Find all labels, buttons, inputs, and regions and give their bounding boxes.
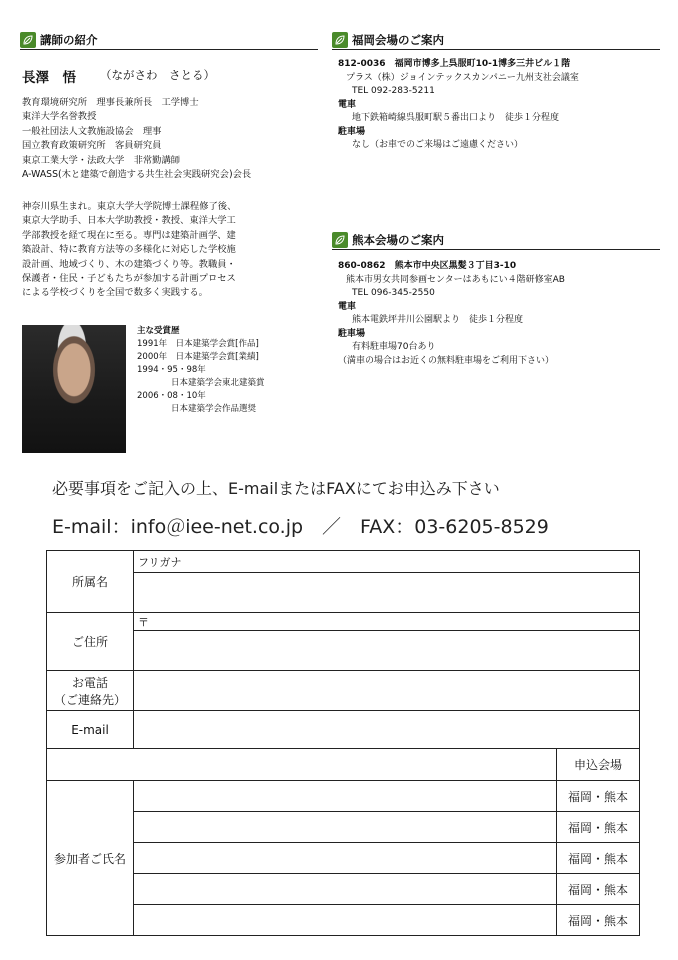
application-form [46,550,640,936]
award-line: 1994・95・98年 [137,365,206,375]
kumamoto-parking-note: （満車の場合はお近くの無料駐車場をご利用下さい） [338,355,555,366]
award-line: 2000年 日本建築学会賞[業績] [137,352,259,362]
leaf-icon [332,232,348,248]
title-line: 国立教育政策研究所 客員研究員 [22,140,162,152]
phone-label [47,671,134,711]
venue-choice[interactable]: 福岡・熊本 [557,905,640,936]
title-line: A-WASS(木と建築で創造する共生社会実践研究会)会長 [22,169,252,181]
participant-name-field[interactable] [134,874,557,905]
instructor-section-header [20,28,318,50]
affiliation-label: 所属名 [47,551,134,613]
title-line: 東洋大学名誉教授 [22,111,97,123]
award-line: 日本建築学会東北建築賞 [137,378,265,388]
furigana-label: フリガナ [138,555,182,569]
bio-line: 築設計、特に教育方法等の多様化に対応した学校施 [22,244,236,256]
participant-name-field[interactable] [134,843,557,874]
instructor-name: 長澤 悟 [22,70,76,86]
kumamoto-address: 860-0862 熊本市中央区黒髪３丁目3-10 [338,261,517,271]
kumamoto-heading: 熊本会場のご案内 [352,233,444,247]
award-line: 2006・08・10年 [137,391,206,401]
participant-name-field[interactable] [134,812,557,843]
fukuoka-info [338,58,668,153]
kumamoto-train-label: 電車 [338,301,357,312]
title-line: 東京工業大学・法政大学 非常勤講師 [22,154,181,166]
fukuoka-parking: なし（お車でのご来場はご遠慮ください） [352,140,524,150]
fukuoka-venue: プラス（株）ジョインテックスカンパニー九州支社会議室 [346,72,579,83]
postal-field[interactable] [134,613,640,631]
leaf-icon [20,32,36,48]
instructor-photo [22,325,126,453]
bio-line: 学部教授を経て現在に至る。専門は建築計画学、建 [22,229,236,241]
affiliation-field[interactable] [134,573,640,613]
instructor-bio [22,200,322,301]
venue-choice[interactable]: 福岡・熊本 [557,781,640,812]
address-label: ご住所 [47,613,134,671]
kumamoto-train: 熊本電鉄坪井川公園駅より 徒歩１分程度 [352,315,524,325]
fukuoka-heading: 福岡会場のご案内 [352,33,444,47]
bio-line: による学校づくりを全国で数多く実践する。 [22,287,208,299]
leaf-icon [332,32,348,48]
email-label: E-mail [47,711,134,749]
fukuoka-train: 地下鉄箱崎線呉服町駅５番出口より 徒歩１分程度 [352,113,560,123]
fukuoka-train-label: 電車 [338,99,357,110]
bio-line: 東京大学助手、日本大学助教授・教授、東洋大学工 [22,215,236,227]
venue-choice[interactable]: 福岡・熊本 [557,843,640,874]
fukuoka-parking-label: 駐車場 [338,126,366,137]
instructor-titles [22,96,322,182]
instructor-heading: 講師の紹介 [40,33,98,47]
fukuoka-address: 812-0036 福岡市博多上呉服町10-1博多三井ビル１階 [338,59,571,69]
participant-name-field[interactable] [134,781,557,812]
awards-list [137,325,337,416]
fukuoka-tel: TEL 092-283-5211 [352,86,435,96]
venue-choice[interactable]: 福岡・熊本 [557,812,640,843]
phone-label-note: （ご連絡先） [53,692,126,707]
venue-header: 申込会場 [557,749,640,781]
kumamoto-venue: 熊本市男女共同参画センターはあもにい４階研修室AB [346,274,565,285]
instructor-reading: （ながさわ さとる） [100,68,215,82]
blank-row [47,749,557,781]
furigana-field[interactable] [134,551,640,573]
bio-line: 神奈川県生まれ。東京大学大学院博士課程修了後、 [22,201,237,212]
kumamoto-info [338,260,668,368]
kumamoto-section-header [332,228,660,250]
bio-line: 設計画、地域づくり、木の建築づくり等。教職員・ [22,258,236,270]
title-line: 教育環境研究所 理事長兼所長 工学博士 [22,97,199,108]
address-field[interactable] [134,631,640,671]
apply-instruction: 必要事項をご記入の上、E-mailまたはFAXにてお申込み下さい [52,479,500,498]
award-line: 日本建築学会作品選奨 [137,404,257,414]
participants-label: 参加者ご氏名 [47,781,134,936]
apply-contact: E-mail：info＠iee-net.co.jp ／ FAX：03-6205-8529 [52,516,549,538]
kumamoto-parking: 有料駐車場70台あり [352,342,436,352]
kumamoto-tel: TEL 096-345-2550 [352,288,435,298]
venue-choice[interactable]: 福岡・熊本 [557,874,640,905]
awards-title: 主な受賞歴 [137,326,180,336]
phone-field[interactable] [134,671,640,711]
award-line: 1991年 日本建築学会賞[作品] [137,339,259,349]
email-field[interactable] [134,711,640,749]
phone-label-line: お電話 [71,675,108,690]
title-line: 一般社団法人文教施設協会 理事 [22,125,162,137]
participant-name-field[interactable] [134,905,557,936]
fukuoka-section-header [332,28,660,50]
bio-line: 保護者・住民・子どもたちが参加する計画プロセス [22,273,236,285]
kumamoto-parking-label: 駐車場 [338,328,366,339]
postal-mark: 〒 [138,615,149,629]
